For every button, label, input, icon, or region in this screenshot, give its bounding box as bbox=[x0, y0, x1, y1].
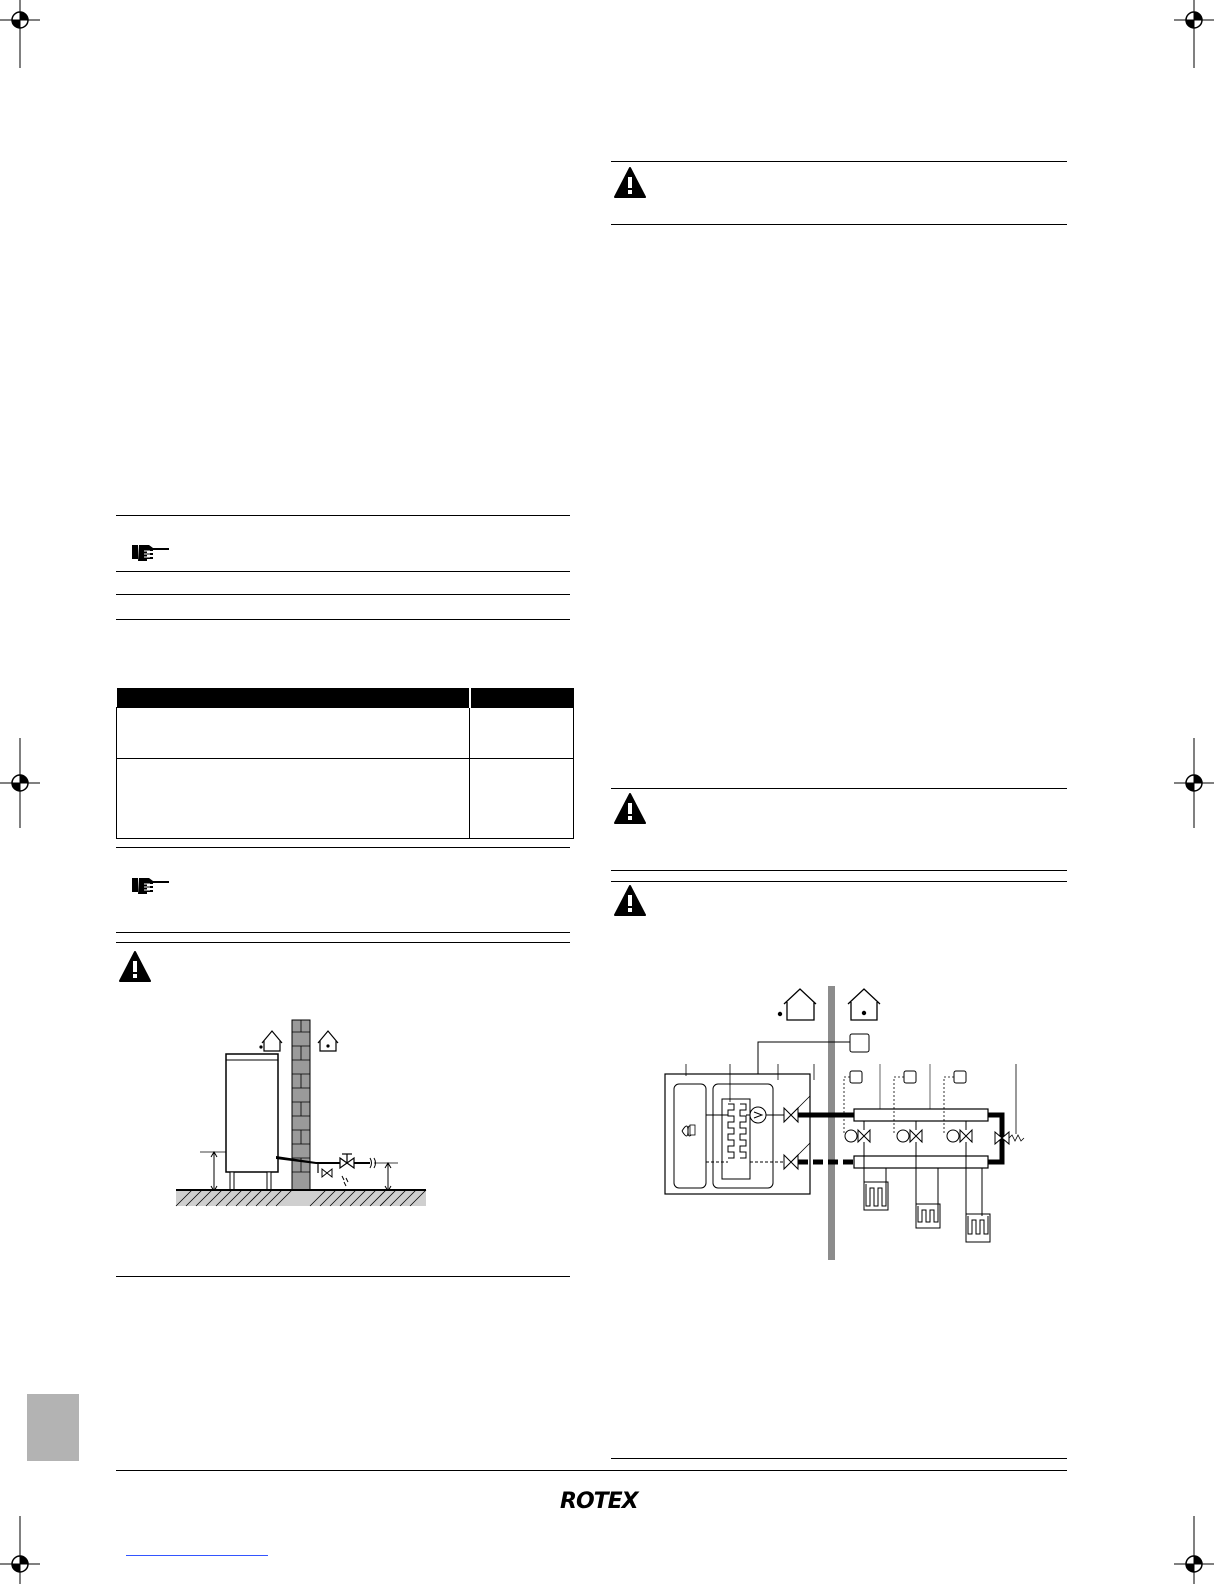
warning-icon bbox=[118, 950, 152, 984]
house-indoor-icon bbox=[318, 1031, 338, 1051]
footer-link-underline bbox=[126, 1555, 268, 1556]
warning-divider bbox=[611, 161, 1067, 162]
section-divider bbox=[116, 594, 570, 595]
warning-divider bbox=[116, 1276, 570, 1277]
warning-divider bbox=[611, 224, 1067, 225]
warning-icon bbox=[613, 884, 647, 918]
table-cell bbox=[117, 759, 470, 839]
note-divider bbox=[116, 932, 570, 933]
warning-divider bbox=[611, 870, 1067, 871]
house-outdoor-icon bbox=[259, 1031, 282, 1051]
table-cell bbox=[470, 708, 574, 759]
section-divider bbox=[611, 1458, 1067, 1459]
note-divider bbox=[116, 571, 570, 572]
warning-icon bbox=[613, 792, 647, 826]
house-indoor-icon bbox=[848, 989, 880, 1020]
hydraulic-schematic-diagram bbox=[660, 984, 1040, 1262]
spec-table bbox=[116, 688, 574, 839]
warning-divider bbox=[116, 942, 570, 943]
pointing-hand-note-icon bbox=[130, 874, 170, 898]
registration-mark-icon bbox=[1174, 0, 1214, 68]
pointing-hand-note-icon bbox=[130, 541, 170, 565]
note-divider bbox=[116, 847, 570, 848]
table-header-cell bbox=[117, 688, 470, 708]
installation-wall-diagram bbox=[170, 1018, 430, 1210]
registration-mark-icon bbox=[0, 0, 40, 68]
warning-divider bbox=[611, 788, 1067, 789]
chapter-tab bbox=[27, 1394, 79, 1461]
table-header-cell bbox=[470, 688, 574, 708]
section-divider bbox=[116, 619, 570, 620]
registration-mark-icon bbox=[0, 738, 40, 828]
table-row bbox=[117, 759, 574, 839]
warning-icon bbox=[613, 166, 647, 200]
table-cell bbox=[470, 759, 574, 839]
brand-logo: ROTEX bbox=[560, 1489, 638, 1514]
registration-mark-icon bbox=[1174, 738, 1214, 828]
house-outdoor-icon bbox=[778, 989, 816, 1020]
registration-mark-icon bbox=[0, 1516, 40, 1584]
warning-divider bbox=[611, 881, 1067, 882]
registration-mark-icon bbox=[1174, 1516, 1214, 1584]
table-cell bbox=[117, 708, 470, 759]
table-header-row bbox=[117, 688, 574, 708]
footer-divider bbox=[116, 1470, 1067, 1471]
table-row bbox=[117, 708, 574, 759]
note-divider bbox=[116, 515, 570, 516]
